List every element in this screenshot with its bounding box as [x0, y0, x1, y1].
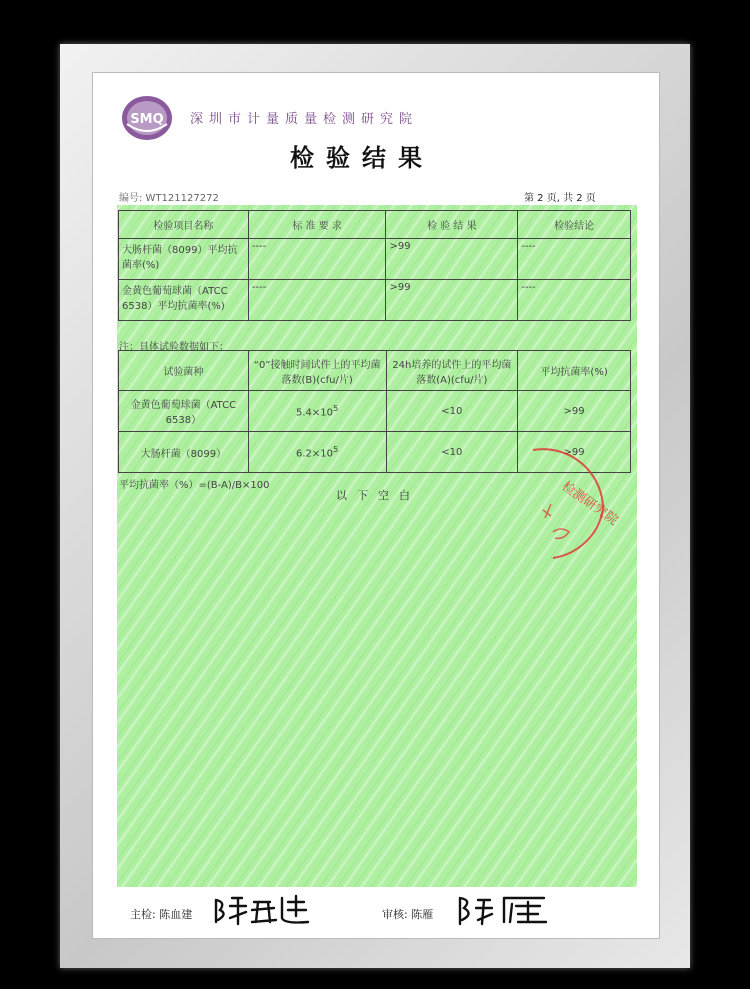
formula-note: 平均抗菌率（%）=(B-A)/B×100: [119, 480, 270, 491]
standard-cell: ----: [248, 239, 386, 280]
institution-name: 深圳市计量质量检测研究院: [190, 112, 419, 127]
report-number: 编号: WT121127272: [119, 193, 219, 204]
strain-cell: 大肠杆菌（8099）: [119, 432, 249, 473]
inspector-label: 主检: 陈血建: [130, 908, 193, 921]
count-24h-cell: <10: [386, 432, 518, 473]
header-zero-contact: “0”接触时间试件上的平均菌落数(B)(cfu/片): [248, 351, 386, 391]
reviewer-label: 审核: 陈雁: [382, 908, 434, 921]
blank-note: 以下空白: [336, 489, 420, 502]
header-standard: 标 准 要 求: [248, 211, 386, 239]
standard-cell: ----: [248, 280, 386, 321]
header-item-name: 检验项目名称: [119, 211, 249, 239]
header-conclusion: 检验结论: [518, 211, 631, 239]
rate-cell: >99: [518, 391, 631, 432]
detail-note: 注：具体试验数据如下：: [119, 342, 229, 353]
count-exponent: 5: [332, 403, 339, 414]
zero-contact-cell: [248, 391, 386, 432]
result-cell: >99: [386, 280, 518, 321]
page-number: 第 2 页, 共 2 页: [524, 193, 596, 204]
page-title: 检验结果: [290, 144, 434, 172]
header-24h: 24h培养的试件上的平均菌落数(A)(cfu/片): [386, 351, 518, 391]
conclusion-cell: ----: [518, 239, 631, 280]
conclusion-cell: ----: [518, 280, 631, 321]
count-value: 5.4×10: [295, 407, 333, 419]
count-24h-cell: <10: [386, 391, 518, 432]
header-rate: 平均抗菌率(%): [518, 351, 631, 391]
seal-text: 检测研究院: [558, 478, 621, 529]
reviewer-signature: [456, 892, 552, 926]
rate-cell: >99: [518, 432, 631, 473]
logo-text: SMQ: [130, 112, 164, 127]
official-seal-stamp: [513, 440, 621, 568]
count-exponent: 5: [332, 444, 339, 455]
table-row: [119, 280, 631, 321]
result-table: [118, 210, 631, 321]
strain-cell: 金黄色葡萄球菌（ATCC 6538）: [119, 391, 249, 432]
table-row: [119, 391, 631, 432]
smq-logo: [120, 94, 174, 142]
table-row: [119, 239, 631, 280]
result-cell: >99: [386, 239, 518, 280]
item-name-cell: 大肠杆菌（8099）平均抗菌率(%): [119, 239, 249, 280]
header-result: 检 验 结 果: [386, 211, 518, 239]
inspector-signature: [212, 892, 312, 926]
zero-contact-cell: [248, 432, 386, 473]
count-value: 6.2×10: [295, 448, 333, 460]
header-strain: 试验菌种: [119, 351, 249, 391]
item-name-cell: 金黄色葡萄球菌（ATCC 6538）平均抗菌率(%): [119, 280, 249, 321]
